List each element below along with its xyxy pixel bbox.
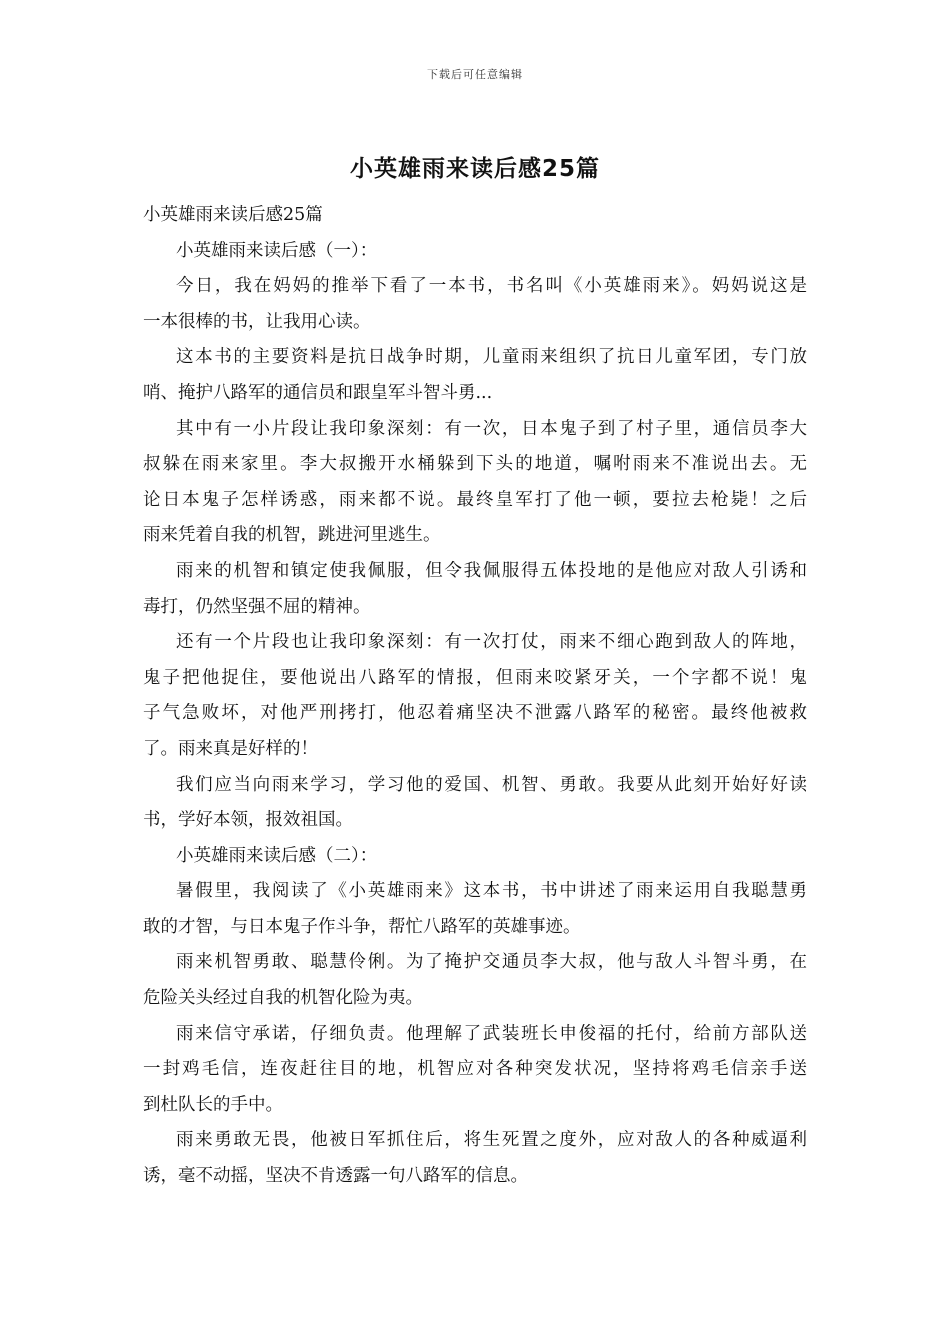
- text-line: 叔躲在雨来家里。李大叔搬开水桶躲到下头的地道，嘱咐雨来不准说出去。无: [143, 454, 807, 475]
- header-note: 下载后可任意编辑: [427, 68, 523, 81]
- text-line: 小英雄雨来读后感（一）：: [176, 240, 378, 261]
- text-line: 雨来的机智和镇定使我佩服，但令我佩服得五体投地的是他应对敌人引诱和: [176, 560, 807, 581]
- text-line: 小英雄雨来读后感（二）：: [176, 845, 378, 866]
- text-line: 今日，我在妈妈的推举下看了一本书，书名叫《小英雄雨来》。妈妈说这是: [176, 276, 807, 297]
- text-line: 论日本鬼子怎样诱惑，雨来都不说。最终皇军打了他一顿，要拉去枪毙！之后: [143, 489, 807, 510]
- document-title: 小英雄雨来读后感25篇: [349, 156, 600, 182]
- text-line: 危险关头经过自我的机智化险为夷。: [143, 988, 423, 1009]
- text-line: 了。雨来真是好样的！: [143, 738, 318, 759]
- text-line: 书，学好本领，报效祖国。: [143, 810, 353, 831]
- document-body: [143, 198, 807, 1195]
- text-line: 暑假里，我阅读了《小英雄雨来》这本书，书中讲述了雨来运用自我聪慧勇: [176, 881, 807, 902]
- text-line: 哨、掩护八路军的通信员和跟皇军斗智斗勇...: [143, 382, 493, 403]
- text-line: 敢的才智，与日本鬼子作斗争，帮忙八路军的英雄事迹。: [143, 916, 581, 937]
- text-line: 鬼子把他捉住，要他说出八路军的情报，但雨来咬紧牙关，一个字都不说！鬼: [143, 667, 807, 688]
- text-line: 还有一个片段也让我印象深刻：有一次打仗，雨来不细心跑到敌人的阵地，: [176, 632, 807, 653]
- text-line: 到杜队长的手中。: [143, 1094, 283, 1115]
- text-line: 雨来机智勇敢、聪慧伶俐。为了掩护交通员李大叔，他与敌人斗智斗勇，在: [176, 952, 807, 973]
- text-line: 其中有一小片段让我印象深刻：有一次，日本鬼子到了村子里，通信员李大: [176, 418, 807, 439]
- text-line: 雨来凭着自我的机智，跳进河里逃生。: [143, 525, 441, 546]
- text-line: 小英雄雨来读后感25篇: [143, 205, 323, 225]
- text-line: 雨来信守承诺，仔细负责。他理解了武装班长申俊福的托付，给前方部队送: [176, 1023, 807, 1044]
- text-line: 诱，毫不动摇，坚决不肯透露一句八路军的信息。: [143, 1166, 528, 1187]
- text-line: 这本书的主要资料是抗日战争时期，儿童雨来组织了抗日儿童军团，专门放: [176, 347, 807, 368]
- text-line: 一封鸡毛信，连夜赶往目的地，机智应对各种突发状况，坚持将鸡毛信亲手送: [143, 1059, 807, 1080]
- text-line: 我们应当向雨来学习，学习他的爱国、机智、勇敢。我要从此刻开始好好读: [176, 774, 807, 795]
- text-line: 毒打，仍然坚强不屈的精神。: [143, 596, 371, 617]
- text-line: 一本很棒的书，让我用心读。: [143, 311, 371, 332]
- text-line: 雨来勇敢无畏，他被日军抓住后，将生死置之度外，应对敌人的各种威逼利: [176, 1130, 807, 1151]
- text-line: 子气急败坏，对他严刑拷打，他忍着痛坚决不泄露八路军的秘密。最终他被救: [143, 703, 807, 724]
